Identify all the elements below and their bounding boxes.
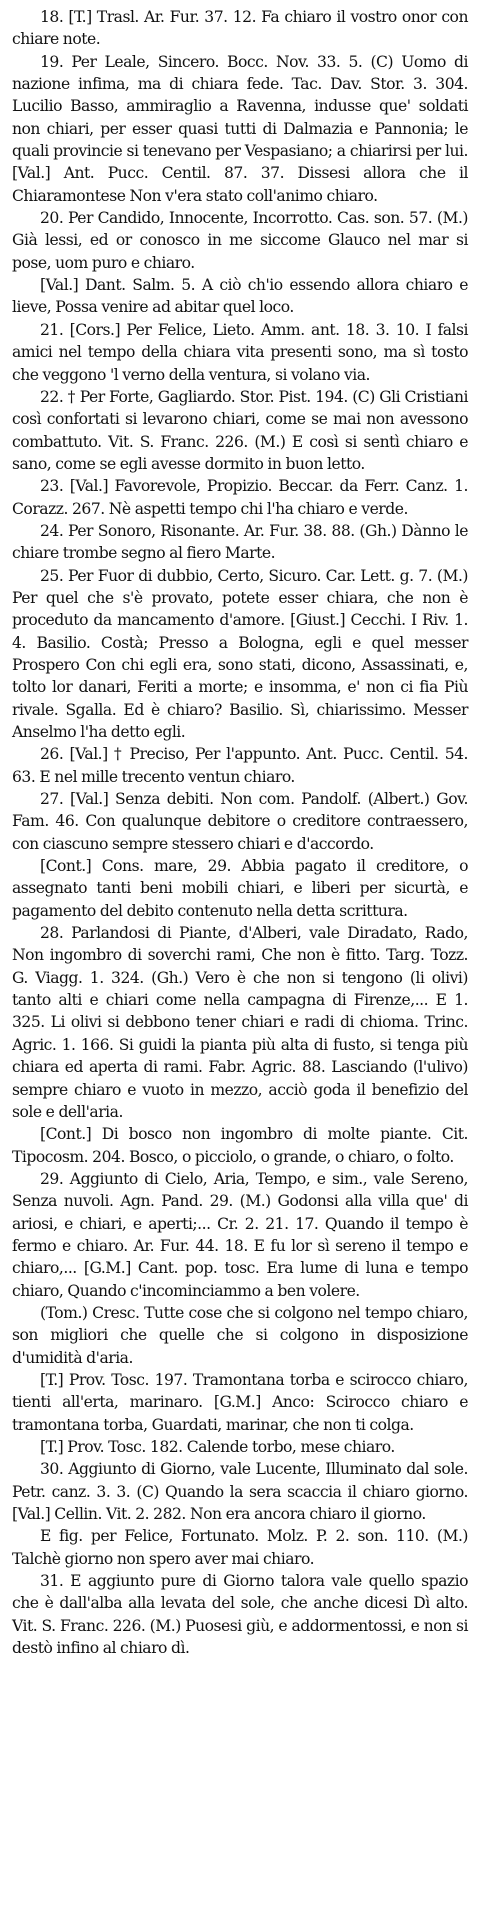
entry-paragraph-29-prov-182: [T.] Prov. Tosc. 182. Calende torbo, mese chiaro. [40,1438,395,1456]
entry-paragraph-22: 22. † Per Forte, Gagliardo. Stor. Pist. 194. (C) Gli Cristiani così confortati si levarono chiari, come se mai non avessono combattuto. Vit. S. Franc. 226. (M.) E così si sentì chiaro e sano, come se egli avesse dormito in buon letto. [12,387,468,473]
entry-paragraph-25: 25. Per Fuor di dubbio, Certo, Sicuro. Car. Lett. g. 7. (M.) Per quel che s'è provato, potete esser chiara, che non è proceduto da mancamento d'amore. [Giust.] Cecchi. I Riv. 1. 4. Basilio. Costà; Presso a Bologna, egli e quel messer Prospero Con chi egli era, sono stati, dicono, Assassinati, e, tolto lor danari, Feriti a morte; e insomma, e' non ci fia Più rivale. Sgalla. Ed è chiaro? Basilio. Sì, chiarissimo. Messer Anselmo l'ha detto egli. [12,566,468,741]
entry-paragraph-19: 19. Per Leale, Sincero. Bocc. Nov. 33. 5. (C) Uomo di nazione infima, ma di chiara fede. Tac. Dav. Stor. 3. 304. Lucilio Basso, ammiraglio a Ravenna, indusse que' soldati non chiari, per esser quasi tutti di Dalmazia e Pannonia; le quali provincie si tenevano per Vespasiano; a chiarirsi per lui. [Val.] Ant. Pucc. Centil. 87. 37. Dissesi allora che il Chiaramontese Non v'era stato coll'animo chiaro. [12,52,468,205]
entry-paragraph-27-cont: [Cont.] Cons. mare, 29. Abbia pagato il creditore, o assegnato tanti beni mobili chiari, e liberi per sicurtà, e pagamento del debito contenuto nella detta scrittura. [12,857,468,920]
entry-paragraph-18: 18. [T.] Trasl. Ar. Fur. 37. 12. Fa chiaro il vostro onor con chiare note. [12,8,468,49]
entry-paragraph-30: 30. Aggiunto di Giorno, vale Lucente, Illuminato dal sole. Petr. canz. 3. 3. (C) Quando la sera scaccia il chiaro giorno. [Val.] Cellin. Vit. 2. 282. Non era ancora chiaro il giorno. [12,1460,468,1524]
entry-paragraph-20: 20. Per Candido, Innocente, Incorrotto. Cas. son. 57. (M.) Già lessi, ed or conosco in me siccome Glauco nel mar si pose, uom puro e chiaro. [12,209,468,272]
entry-paragraph-20-val: [Val.] Dant. Salm. 5. A ciò ch'io essendo allora chiaro e lieve, Possa venire ad abitar quel loco. [12,276,468,317]
entry-paragraph-27: 27. [Val.] Senza debiti. Non com. Pandolf. (Albert.) Gov. Fam. 46. Con qualunque debitore o creditore contraessero, con ciascuno sempre stessero chiari e d'accordo. [12,790,468,853]
entry-paragraph-30-fig: E fig. per Felice, Fortunato. Molz. P. 2. son. 110. (M.) Talchè giorno non spero aver mai chiaro. [12,1527,468,1568]
entry-paragraph-29: 29. Aggiunto di Cielo, Aria, Tempo, e sim., vale Sereno, Senza nuvoli. Agn. Pand. 29. (M.) Godonsi alla villa que' di ariosi, e chiari, e aperti;... Cr. 2. 21. 17. Quando il tempo è fermo e chiaro. Ar. Fur. 44. 18. E fu lor sì sereno il tempo e chiaro,... [G.M.] Cant. pop. tosc. Era lume di luna e tempo chiaro, Quando c'incominciammo a ben volere. [12,1169,468,1300]
entry-paragraph-31: 31. E aggiunto pure di Giorno talora vale quello spazio che è dall'alba alla levata del sole, che anche dicesi Dì alto. Vit. S. Franc. 226. (M.) Puosesi giù, e addormentossi, e non si destò infino al chiaro dì. [12,1572,468,1658]
entry-paragraph-26: 26. [Val.] † Preciso, Per l'appunto. Ant. Pucc. Centil. 54. 63. E nel mille trecento ventun chiaro. [12,745,468,786]
entry-paragraph-24: 24. Per Sonoro, Risonante. Ar. Fur. 38. 88. (Gh.) Dànno le chiare trombe segno al fiero Marte. [12,521,468,563]
entry-paragraph-21: 21. [Cors.] Per Felice, Lieto. Amm. ant. 18. 3. 10. I falsi amici nel tempo della chiara vita presenti sono, ma sì tosto che veggono 'l verno della ventura, si volano via. [12,320,468,384]
entry-paragraph-29-prov-197: [T.] Prov. Tosc. 197. Tramontana torba e scirocco chiaro, tienti all'erta, marinaro. [G.M.] Anco: Scirocco chiaro e tramontana torba, Guardati, marinar, che non ti colga. [12,1370,468,1434]
entry-paragraph-23: 23. [Val.] Favorevole, Propizio. Beccar. da Ferr. Canz. 1. Corazz. 267. Nè aspetti tempo chi l'ha chiaro e verde. [12,477,468,518]
entry-paragraph-29-tom: (Tom.) Cresc. Tutte cose che si colgono nel tempo chiaro, son migliori che quelle che si colgono in disposizione d'umidità d'aria. [12,1303,468,1367]
entry-paragraph-28-cont: [Cont.] Di bosco non ingombro di molte piante. Cit. Tipocosm. 204. Bosco, o picciolo, o grande, o chiaro, o folto. [12,1125,468,1166]
entry-paragraph-28: 28. Parlandosi di Piante, d'Alberi, vale Diradato, Rado, Non ingombro di soverchi rami, Che non è fitto. Targ. Tozz. G. Viagg. 1. 324. (Gh.) Vero è che non si tengono (li olivi) tanto alti e chiari come nella campagna di Firenze,... E 1. 325. Li olivi si debbono tener chiari e radi di chioma. Trinc. Agric. 1. 166. Si guidi la pianta più alta di fusto, si tenga più chiara ed aperta di rami. Fabr. Agric. 88. Lasciando (l'ulivo) sempre chiaro e vuoto in mezzo, acciò goda il benefizio del sole e dell'aria. [12,924,468,1121]
dictionary-page [12,0,468,1659]
